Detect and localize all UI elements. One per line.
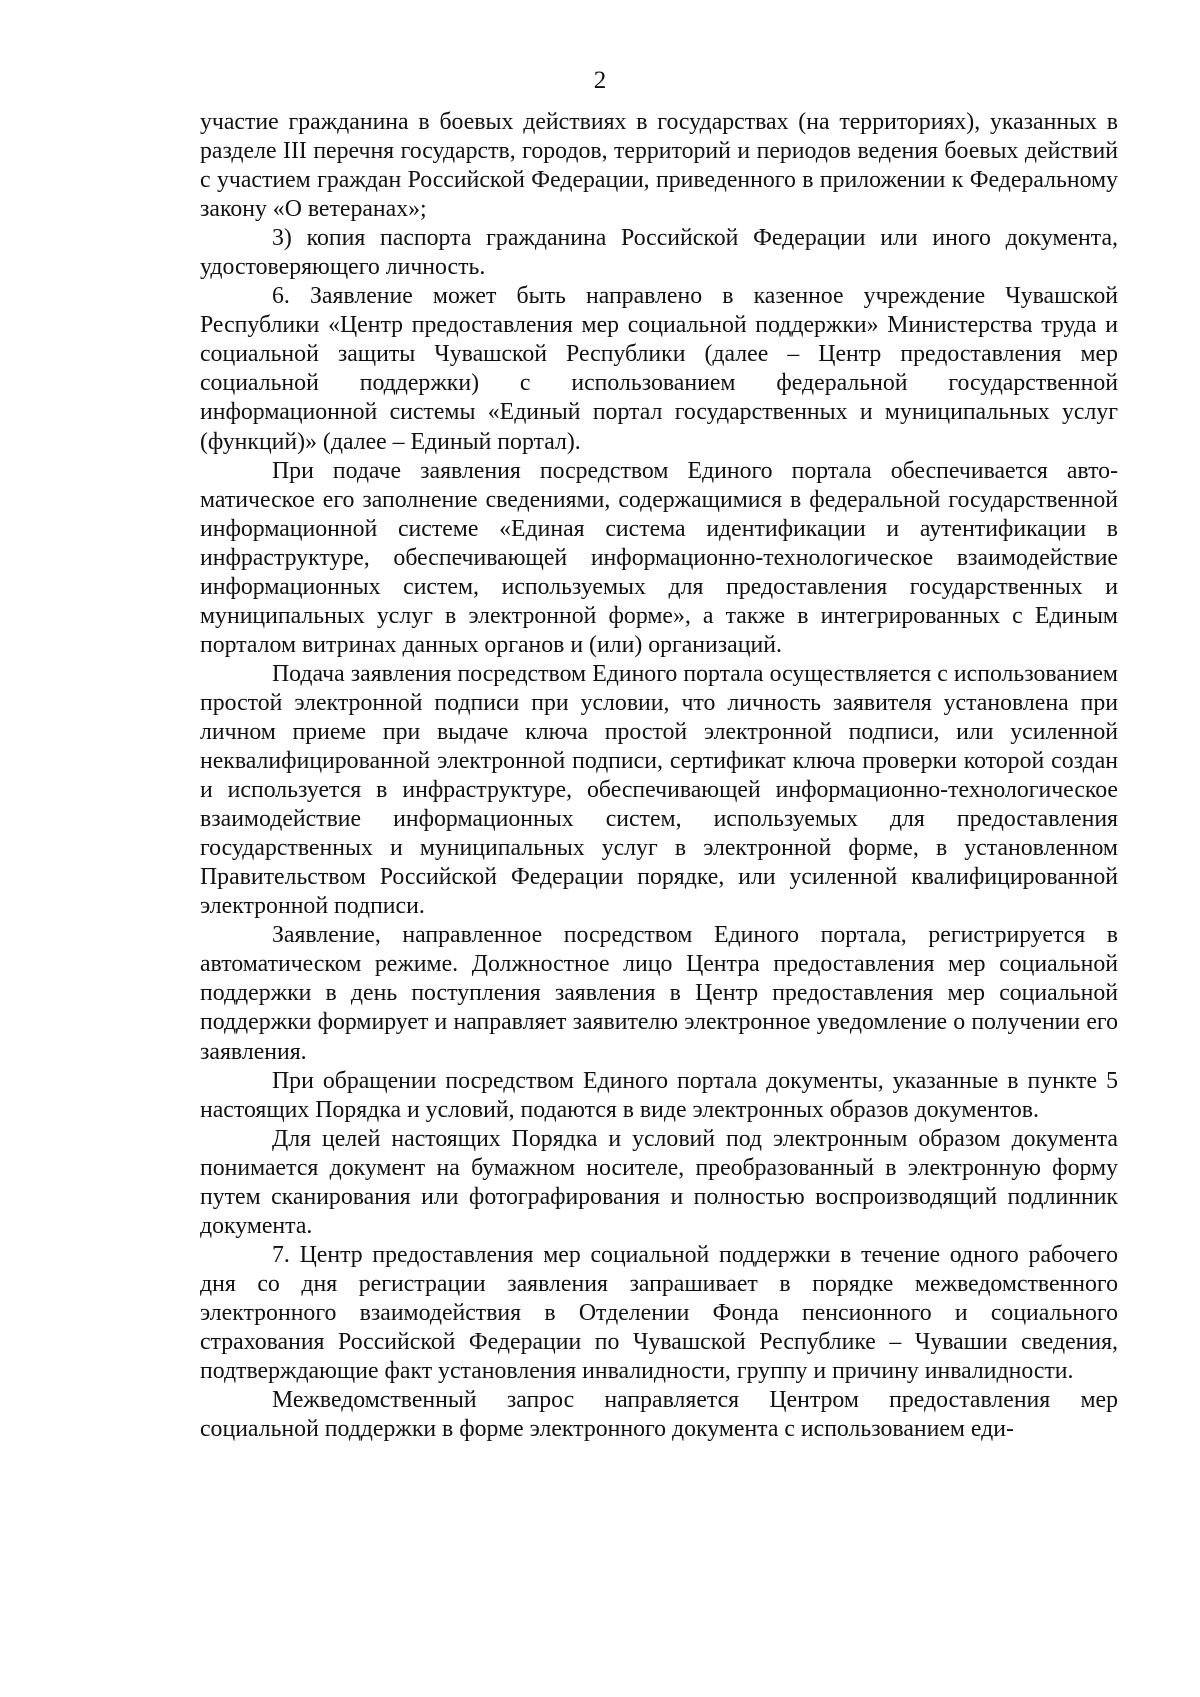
paragraph-item-6: 6. Заявление может быть направлено в казенное учреждение Чувашской Республики «Центр предоставления мер социальной поддержки» Министерства труда и социальной защиты Чувашской Республики (далее – Центр предоставления мер социальной поддержки) с использованием федеральной государственной информационной системы «Единый портал государственных и муниципальных услуг (функций)» (далее – Единый портал). — [200, 283, 1118, 455]
document-body — [200, 108, 1118, 1444]
page-number: 2 — [593, 67, 607, 94]
paragraph-electronic-signature: Подача заявления посредством Единого портала осуществляется с использованием простой электронной подписи при условии, что личность заявителя установлена при личном приеме при выдаче ключа простой электронной подписи, или усиленной неквалифицированной электронной подписи, сертификат ключа проверки которой создан и используется в инфраструктуре, обеспечивающей информационно-технологическое взаимодействие информационных систем, используемых для предоставления государственных и муниципальных услуг в электронной форме, в установленном Правительством Российской Федерации порядке, или усиленной квалифицированной электронной подписи. — [200, 660, 1118, 920]
paragraph-item-7: 7. Центр предоставления мер социальной поддержки в течение одного рабочего дня со дня регистрации заявления запрашивает в порядке межведомственного электронного взаимодействия в Отделении Фонда пенсионного и социального страхования Российской Федерации по Чувашской Республике – Чувашии сведения, подтверждающие факт установления инвалидности, группу и причину инвалидности. — [200, 1241, 1118, 1385]
paragraph-continuation: участие гражданина в боевых действиях в государствах (на территориях), указанных в разделе III перечня государств, городов, территорий и периодов ведения боевых действий с участием граждан Российской Федерации, приведенного в приложении к Федеральному закону «О ветеранах»; — [200, 109, 1118, 223]
paragraph-electronic-images: При обращении посредством Единого портала документы, указанные в пункте 5 настоящих Порядка и условий, подаются в виде электронных образов документов. — [200, 1067, 1118, 1123]
paragraph-auto-fill: При подаче заявления посредством Единого портала обеспечивается автоматическое его заполнение сведениями, содержащимися в федеральной государственной информационной системе «Единая система идентификации и аутентификации в инфраструктуре, обеспечивающей информационно-технологическое взаимодействие информационных систем, используемых для предоставления государственных и муниципальных услуг в электронной форме», а также в интегрированных с Единым порталом витринах данных органов и (или) организаций. — [200, 457, 1118, 658]
paragraph-registration: Заявление, направленное посредством Единого портала, регистрируется в автоматическом режиме. Должностное лицо Центра предоставления мер социальной поддержки в день поступления заявления в Центр предоставления мер социальной поддержки формирует и направляет заявителю электронное уведомление о получении его заявления. — [200, 922, 1118, 1065]
paragraph-interagency-request: Межведомственный запрос направляется Центром предоставления мер социальной поддержки в форме электронного документа с использованием еди- — [200, 1387, 1118, 1443]
paragraph-image-definition: Для целей настоящих Порядка и условий под электронным образом документа понимается документ на бумажном носителе, преобразованный в электронную форму путем сканирования или фотографирования и полностью воспроизводящий подлинник документа. — [200, 1125, 1118, 1239]
paragraph-passport-copy: 3) копия паспорта гражданина Российской Федерации или иного документа, удостоверяющего личность. — [200, 225, 1118, 281]
